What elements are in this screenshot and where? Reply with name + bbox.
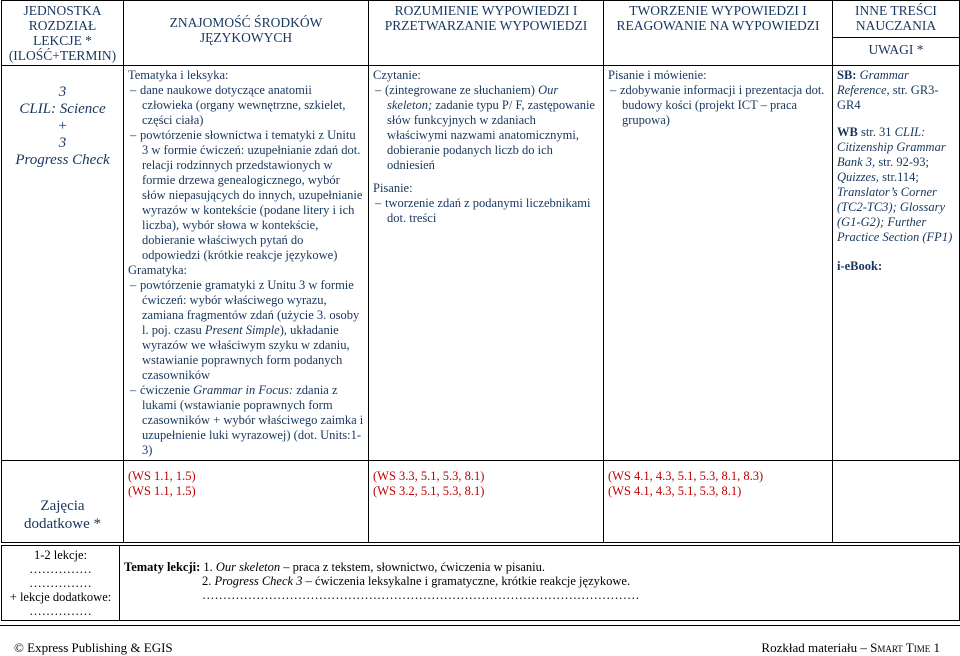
- header-notes: UWAGI *: [833, 37, 959, 62]
- ws-col3: [369, 461, 604, 543]
- lesson-topic-1: Tematy lekcji: 1. Our skeleton – praca z tekstem, słownictwo, ćwiczenia w pisaniu.: [124, 560, 545, 574]
- wb-reference: WB str. 31 CLIL: Citizenship Grammar Bank 3, str. 92-93; Quizzes, str.114; Translator’s Corner (TC2-TC3); Glossary (G1-G2); Further Practice Section (FP1): [837, 125, 953, 244]
- header-production: [604, 1, 833, 66]
- unit-progress-check: Progress Check: [15, 152, 110, 168]
- lessons-dots-1: ……………: [29, 562, 92, 576]
- header-production-text: TWORZENIE WYPOWIEDZI I REAGOWANIE NA WYPOWIEDZI: [616, 3, 820, 33]
- gramatyka-item-2: – ćwiczenie Grammar in Focus: zdania z lukami (wstawianie poprawnych form czasowników + wybór właściwego zaimka i uzupełnienie luki wyrazowej) (dot. Units:1-3): [130, 383, 364, 457]
- header-comprehension: [369, 1, 604, 66]
- header-language-means: [124, 1, 369, 66]
- ws-col2-line-2: (WS 1.1, 1.5): [128, 484, 196, 498]
- gramatyka-item-1: – powtórzenie gramatyki z Unitu 3 w formie ćwiczeń: wybór właściwego wyrazu, zamiana fragmentów zdań (użycie 3. osoby l. poj. czasu Present Simple), układanie wyrazów we właściwym szyku w zdaniu, wstawianie poprawnych form podanych czasowników: [130, 278, 360, 382]
- pisanie-mowienie-item: – zdobywanie informacji i prezentacja dot. budowy kości (projekt ICT – praca grupowa): [610, 83, 825, 127]
- unit-clil: CLIL: Science: [19, 101, 106, 117]
- footer-title: Rozkład materiału – Smart Time 1: [761, 640, 940, 655]
- footer-divider: [0, 625, 960, 626]
- tematyka-item-2: – powtórzenie słownictwa i tematyki z Unitu 3 w formie ćwiczeń: uzupełnianie zdań dot. relacji rodzinnych przedstawionych w formie drzewa genealogicznego, wybór słów niepasujących do innych, uzupełnianie wyrazów w kontekście (podane litery i ich liczba), wybór słowa w kontekście, dobieranie właściwych pytań do odpowiedzi (krótkie reakcje językowe): [130, 128, 363, 262]
- footer-copyright: © Express Publishing & EGIS: [14, 640, 173, 655]
- header-comprehension-text: ROZUMIENIE WYPOWIEDZI I PRZETWARZANIE WYPOWIEDZI: [384, 3, 588, 33]
- ebook-label: i-eBook:: [837, 259, 883, 273]
- production-cell: [604, 66, 833, 461]
- ws-col4: [604, 461, 833, 543]
- ws-col3-line-2: (WS 3.2, 5.1, 5.3, 8.1): [373, 484, 485, 498]
- pisanie-item: – tworzenie zdań z podanymi liczebnikami dot. treści: [375, 196, 591, 225]
- gramatyka-label: Gramatyka:: [128, 263, 188, 277]
- czytanie-item: – (zintegrowane ze słuchaniem) Our skeleton; zadanie typu P/ F, zastępowanie słów funkcyjnych w zdaniach właściwymi nazwami anatomicznymi, dobieranie podanych liczb do ich odniesień: [375, 83, 595, 172]
- unit-number-2: 3: [58, 135, 67, 151]
- header-unit-text: JEDNOSTKA ROZDZIAŁ LEKCJE * (ILOŚĆ+TERMIN): [8, 3, 117, 63]
- unit-plus: +: [57, 118, 68, 134]
- lesson-topic-dots: ……………………………………………………………………………………………: [202, 588, 640, 602]
- ws-col5-empty: [833, 461, 960, 543]
- ws-col4-line-2: (WS 4.1, 4.3, 5.1, 5.3, 8.1): [608, 484, 742, 498]
- sb-reference: SB: Grammar Reference, str. GR3-GR4: [837, 68, 939, 112]
- lesson-topic-2: 2. Progress Check 3 – ćwiczenia leksykalne i gramatyczne, krótkie reakcje językowe.: [202, 574, 631, 588]
- tematyka-label: Tematyka i leksyka:: [128, 68, 229, 82]
- extra-lessons-label: + lekcje dodatkowe:: [9, 590, 112, 604]
- header-unit: [2, 1, 124, 66]
- lessons-dots-3: ……………: [29, 604, 92, 618]
- unit-cell: [2, 66, 124, 461]
- other-content-cell: [833, 66, 960, 461]
- lesson-topics-cell: [120, 546, 960, 621]
- ws-col2-line-1: (WS 1.1, 1.5): [128, 469, 196, 483]
- unit-number: 3: [58, 84, 67, 100]
- lesson-topics-table: [1, 545, 960, 621]
- header-language-means-text: ZNAJOMOŚĆ ŚRODKÓW JĘZYKOWYCH: [169, 15, 323, 45]
- czytanie-label: Czytanie:: [373, 68, 421, 82]
- language-means-cell: [124, 66, 369, 461]
- lessons-count-cell: [2, 546, 120, 621]
- header-other: [833, 1, 960, 66]
- curriculum-table: [1, 0, 960, 543]
- pisanie-mowienie-label: Pisanie i mówienie:: [608, 68, 707, 82]
- pisanie-label: Pisanie:: [373, 181, 413, 195]
- comprehension-cell: [369, 66, 604, 461]
- extra-classes-cell: [2, 461, 124, 543]
- ws-col3-line-1: (WS 3.3, 5.1, 5.3, 8.1): [373, 469, 485, 483]
- ws-col4-line-1: (WS 4.1, 4.3, 5.1, 5.3, 8.1, 8.3): [608, 469, 764, 483]
- lessons-dots-2: ……………: [29, 576, 92, 590]
- lessons-count: 1-2 lekcje:: [33, 548, 88, 562]
- tematyka-item-1: – dane naukowe dotyczące anatomii człowieka (organy wewnętrzne, szkielet, części ciała): [130, 83, 346, 127]
- ws-col2: [124, 461, 369, 543]
- header-other-title: INNE TREŚCI NAUCZANIA: [855, 3, 937, 33]
- extra-classes-label: Zajęcia dodatkowe *: [23, 498, 102, 532]
